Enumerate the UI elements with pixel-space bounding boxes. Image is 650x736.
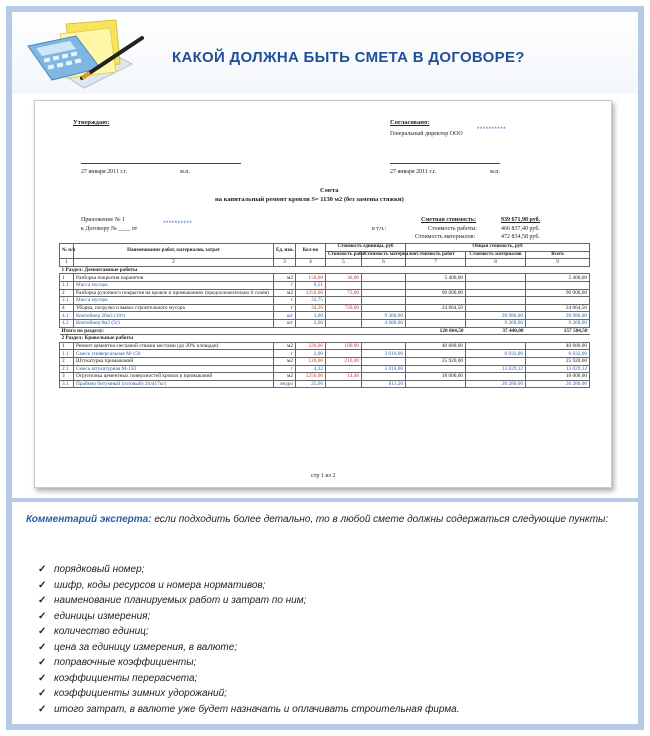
date-right: 27 января 2011 г.г.	[390, 169, 436, 175]
row-unit-mat	[362, 342, 406, 350]
checklist-item	[38, 640, 460, 656]
row-total-mat	[466, 289, 526, 297]
check-icon: ✓	[38, 672, 47, 684]
row-total: 28 080,00	[526, 312, 590, 320]
row-qty: 34,26	[296, 304, 326, 312]
row-qty: 2,00	[296, 319, 326, 327]
row-total-work	[406, 297, 466, 305]
row-number: 4.2	[60, 319, 74, 327]
row-total-work: 18 000,00	[406, 373, 466, 381]
table-row	[60, 312, 590, 320]
col-number: № п/п	[60, 244, 74, 259]
index-cell: 2	[74, 259, 274, 267]
row-unit-mat: 9 360,00	[362, 312, 406, 320]
check-icon: ✓	[38, 579, 47, 591]
row-number: 4.1	[60, 312, 74, 320]
row-unit: т	[274, 297, 296, 305]
row-total-mat: 13 029,12	[466, 365, 526, 373]
row-unit-work	[326, 365, 362, 373]
row-unit: шт	[274, 312, 296, 320]
checklist-text: коэффициенты перерасчета;	[54, 672, 198, 684]
checklist-text: порядковый номер;	[54, 564, 145, 575]
row-number: 2.1	[60, 365, 74, 373]
row-qty: 1250,00	[296, 289, 326, 297]
row-unit-mat	[362, 357, 406, 365]
row-unit-work	[326, 319, 362, 327]
row-qty: 2,00	[296, 350, 326, 358]
row-name: Смесь штукатурная М-150	[74, 365, 274, 373]
checklist-item	[38, 624, 460, 640]
checklist-text: шифр, коды ресурсов и номера нормативов;	[54, 579, 266, 591]
table-row	[60, 297, 590, 305]
table-row	[60, 342, 590, 350]
contract-stars: **********	[163, 221, 193, 227]
row-qty: 120,00	[296, 357, 326, 365]
col-unit: Ед. изм.	[274, 244, 296, 259]
total-all: 157 504,50	[526, 327, 590, 335]
row-unit: шт	[274, 319, 296, 327]
checklist-item	[38, 655, 460, 671]
checklist-text: коэффициенты зимних удорожаний;	[54, 688, 227, 699]
row-total-work	[406, 350, 466, 358]
check-icon: ✓	[38, 595, 47, 606]
row-total	[526, 281, 590, 289]
row-total-mat	[466, 357, 526, 365]
doc-title: Смета	[320, 187, 339, 194]
checklist-item	[38, 609, 460, 625]
col-unit-cost: Стоимость единицы, руб	[326, 244, 406, 252]
row-unit-work: 720,00	[326, 304, 362, 312]
row-total-mat: 6 032,00	[466, 350, 526, 358]
work-value: 466 837,40 руб.	[501, 226, 540, 232]
row-total-mat: 28 080,00	[466, 312, 526, 320]
page-frame	[6, 6, 644, 730]
materials-label: Стоимость материалов:	[415, 234, 476, 240]
row-total-mat: 9 360,00	[466, 319, 526, 327]
page-number: стр 1 из 2	[311, 473, 336, 479]
checklist-text: итого затрат, в валюте уже будет назначать и оплачивать строительная фирма.	[54, 703, 460, 715]
row-name: Контейнер 8м3 (5т)	[74, 319, 274, 327]
col-all: Всего	[526, 251, 590, 259]
row-unit-mat: 4 680,00	[362, 319, 406, 327]
row-unit: м2	[274, 373, 296, 381]
checklist-item	[38, 702, 460, 718]
col-name: Наименование работ, материалов, затрат	[74, 244, 274, 259]
col-total-mat: Стоимость материалов	[466, 251, 526, 259]
row-total: 20 280,00	[526, 380, 590, 388]
row-name: Штукатурка примыканий	[74, 357, 274, 365]
row-unit: м2	[274, 289, 296, 297]
row-qty: 0,51	[296, 281, 326, 289]
col-total-cost: Общая стоимость, руб	[406, 244, 590, 252]
check-icon: ✓	[38, 688, 47, 699]
row-name: Ремонт цементно-песчаной стяжки местами (до 20% площади)	[74, 342, 274, 350]
section-title: 2 Раздел: Кровельные работы	[60, 335, 590, 343]
row-unit: т	[274, 281, 296, 289]
row-unit: м2	[274, 357, 296, 365]
row-unit: м2	[274, 274, 296, 282]
cost-label: Сметная стоимость:	[421, 217, 477, 223]
row-unit-work: 180,00	[326, 342, 362, 350]
row-unit-mat: 3 016,00	[362, 350, 406, 358]
page-title: КАКОЙ ДОЛЖНА БЫТЬ СМЕТА В ДОГОВОРЕ?	[172, 49, 525, 66]
row-total: 9 360,00	[526, 319, 590, 327]
row-qty: 33,75	[296, 297, 326, 305]
index-cell: 3	[274, 259, 296, 267]
row-total-work	[406, 281, 466, 289]
table-row	[60, 365, 590, 373]
row-total-work: 90 000,00	[406, 289, 466, 297]
calculator-documents-icon	[20, 16, 150, 94]
row-total-mat	[466, 274, 526, 282]
row-total-mat	[466, 297, 526, 305]
director-label: Генеральный директор ООО	[390, 131, 463, 137]
row-total: 5 400,00	[526, 274, 590, 282]
row-total-mat	[466, 373, 526, 381]
agreed-label: Согласовано:	[390, 119, 430, 126]
row-total-work	[406, 380, 466, 388]
row-total-work: 24 664,50	[406, 304, 466, 312]
row-number: 1	[60, 342, 74, 350]
row-unit-work	[326, 380, 362, 388]
cost-value: 939 671,98 руб.	[501, 217, 541, 223]
checklist-item	[38, 562, 460, 578]
section-title: 1 Раздел: Демонтажные работы	[60, 266, 590, 274]
row-name: Разборка рулонного покрытия на кровле и примыканиях (предположительно 6 слоёв)	[74, 289, 274, 297]
row-name: Разборка покрытия парапетов	[74, 274, 274, 282]
estimate-table-body	[60, 259, 590, 388]
row-unit: т	[274, 304, 296, 312]
row-total-mat: 20 280,00	[466, 380, 526, 388]
row-name: Масса мусора	[74, 297, 274, 305]
signature-line-left	[81, 163, 241, 164]
row-total-mat	[466, 281, 526, 289]
row-unit-work	[326, 350, 362, 358]
row-name: Контейнер 20м3 (10т)	[74, 312, 274, 320]
signature-line-right	[390, 163, 500, 164]
row-total-work: 40 680,00	[406, 342, 466, 350]
row-number: 4	[60, 304, 74, 312]
col-unit-mat: Стоимость материалов	[362, 251, 406, 259]
row-total-mat	[466, 342, 526, 350]
row-total-work	[406, 365, 466, 373]
approved-label: Утверждаю:	[73, 119, 110, 126]
index-cell: 7	[406, 259, 466, 267]
check-icon: ✓	[38, 564, 47, 575]
index-cell: 1	[60, 259, 74, 267]
total-label: Итого по разделу:	[60, 327, 406, 335]
incl-label: в т.ч.:	[372, 226, 387, 232]
row-unit-mat	[362, 304, 406, 312]
table-row	[60, 281, 590, 289]
comment-text: если подходить более детально, то в любой смете должны содержаться следующие пункты:	[154, 514, 609, 525]
checklist-text: единицы измерения;	[54, 610, 151, 622]
row-unit-work: 14,40	[326, 373, 362, 381]
checklist-text: поправочные коэффициенты;	[54, 657, 197, 668]
date-left: 27 января 2011 г.г.	[81, 169, 127, 175]
index-cell: 4	[296, 259, 326, 267]
row-number: 2.1	[60, 297, 74, 305]
row-qty: 4,32	[296, 365, 326, 373]
checklist-item	[38, 686, 460, 702]
estimate-document	[34, 100, 612, 488]
row-total: 6 032,00	[526, 350, 590, 358]
row-unit-work: 36,00	[326, 274, 362, 282]
row-total-work	[406, 312, 466, 320]
table-row	[60, 350, 590, 358]
col-unit-work: Стоимость работ	[326, 251, 362, 259]
divider	[12, 498, 638, 502]
row-name: Праймер битумный (готовый) 20л(17кг)	[74, 380, 274, 388]
row-name: Уборка, погрузка и вывоз строительного мусора	[74, 304, 274, 312]
header	[12, 12, 638, 94]
row-number: 1.1	[60, 281, 74, 289]
check-icon: ✓	[38, 641, 47, 653]
row-total	[526, 297, 590, 305]
row-qty: 1250,00	[296, 373, 326, 381]
table-row	[60, 289, 590, 297]
index-cell: 6	[362, 259, 406, 267]
index-cell: 8	[466, 259, 526, 267]
appendix-label: Приложение № 1	[81, 217, 125, 223]
table-row	[60, 319, 590, 327]
row-qty: 25,00	[296, 380, 326, 388]
row-unit-mat	[362, 289, 406, 297]
row-unit-work	[326, 312, 362, 320]
estimate-table	[59, 243, 590, 388]
row-number: 2	[60, 289, 74, 297]
row-qty: 150,00	[296, 274, 326, 282]
row-total-work	[406, 319, 466, 327]
row-unit-work: 216,00	[326, 357, 362, 365]
total-mat: 37 440,00	[466, 327, 526, 335]
checklist-text: количество единиц;	[54, 626, 149, 637]
table-row	[60, 380, 590, 388]
stamp-left: м.п.	[180, 169, 191, 175]
row-unit: м2	[274, 342, 296, 350]
row-total-work: 5 400,00	[406, 274, 466, 282]
row-unit-work	[326, 297, 362, 305]
row-name: Масса мусора	[74, 281, 274, 289]
table-row	[60, 304, 590, 312]
row-name: Смесь универсальная М-150	[74, 350, 274, 358]
checklist-item	[38, 671, 460, 687]
materials-value: 472 834,58 руб.	[501, 234, 540, 240]
row-unit-mat: 811,20	[362, 380, 406, 388]
row-unit-mat: 3 016,00	[362, 365, 406, 373]
row-unit-mat	[362, 297, 406, 305]
index-row	[60, 259, 590, 267]
row-unit: т	[274, 365, 296, 373]
row-name: Огрунтовка цементных поверхностей кровли и примыканий	[74, 373, 274, 381]
section-row	[60, 335, 590, 343]
section-row	[60, 266, 590, 274]
row-number: 3	[60, 373, 74, 381]
work-label: Стоимость работы:	[428, 226, 478, 232]
row-total: 18 000,00	[526, 373, 590, 381]
col-total-work: Стоимость работ	[406, 251, 466, 259]
section-total-row	[60, 327, 590, 335]
director-stars: **********	[477, 127, 507, 133]
row-unit-mat	[362, 274, 406, 282]
checklist-text: цена за единицу измерения, в валюте;	[54, 641, 238, 653]
row-unit-work: 72,00	[326, 289, 362, 297]
row-qty: 3,00	[296, 312, 326, 320]
checklist-item	[38, 593, 460, 609]
row-total: 40 680,00	[526, 342, 590, 350]
row-total: 25 920,00	[526, 357, 590, 365]
row-number: 1	[60, 274, 74, 282]
check-icon: ✓	[38, 610, 47, 622]
table-row	[60, 357, 590, 365]
row-unit-mat	[362, 373, 406, 381]
index-cell: 5	[326, 259, 362, 267]
row-total: 24 664,50	[526, 304, 590, 312]
row-unit: ведро	[274, 380, 296, 388]
table-row	[60, 274, 590, 282]
doc-subtitle: на капитальный ремонт кровли S= 1130 м2 (без замены стяжки)	[215, 196, 404, 203]
row-unit: т	[274, 350, 296, 358]
row-unit-work	[326, 281, 362, 289]
index-cell: 9	[526, 259, 590, 267]
comment-label: Комментарий эксперта:	[26, 514, 152, 525]
row-unit-mat	[362, 281, 406, 289]
total-work: 120 064,50	[406, 327, 466, 335]
checklist-item	[38, 578, 460, 594]
row-total-work: 25 920,00	[406, 357, 466, 365]
row-number: 2	[60, 357, 74, 365]
row-total: 13 029,12	[526, 365, 590, 373]
checklist	[38, 562, 460, 717]
row-total: 90 000,00	[526, 289, 590, 297]
row-qty: 226,00	[296, 342, 326, 350]
check-icon: ✓	[38, 703, 47, 715]
row-number: 3.1	[60, 380, 74, 388]
stamp-right: м.п.	[490, 169, 501, 175]
check-icon: ✓	[38, 626, 47, 637]
checklist-text: наименование планируемых работ и затрат по ним;	[54, 595, 307, 606]
col-qty: Кол-во	[296, 244, 326, 259]
row-total-mat	[466, 304, 526, 312]
contract-label: к Договору № ____ от	[81, 226, 138, 232]
table-row	[60, 373, 590, 381]
expert-comment	[26, 512, 624, 528]
row-number: 1.1	[60, 350, 74, 358]
check-icon: ✓	[38, 657, 47, 668]
